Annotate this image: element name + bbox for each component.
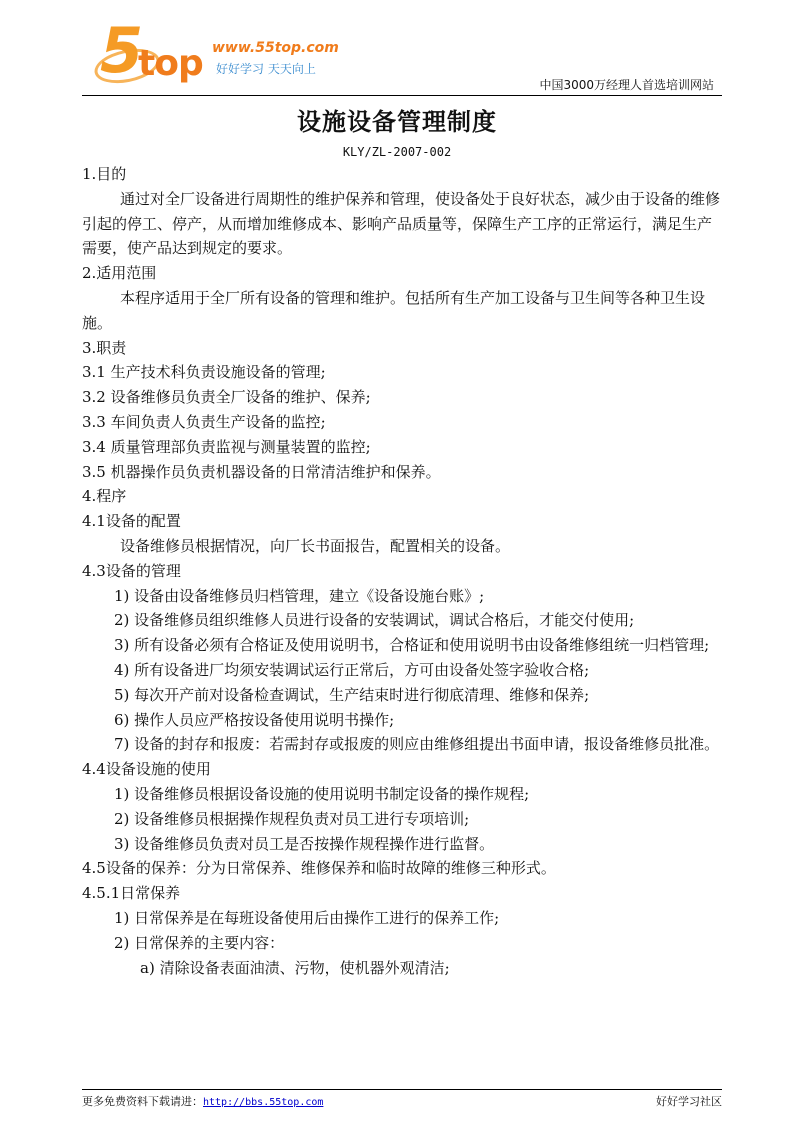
list-item: 3.4 质量管理部负责监视与测量装置的监控; [82,437,371,456]
list-item: 2) 设备维修员组织维修人员进行设备的安装调试，调试合格后，才能交付使用; [114,611,635,630]
subsection-heading-usage: 4.4设备设施的使用 [82,760,211,779]
list-item: 3.1 生产技术科负责设施设备的管理; [82,363,326,382]
section-heading-scope: 2.适用范围 [82,264,157,283]
logo-url[interactable]: www.55top.com [212,40,339,56]
footer-download-note [82,1093,323,1109]
section-heading-procedure: 4.程序 [82,487,127,506]
list-item: a) 清除设备表面油渍、污物，使机器外观清洁; [140,958,450,977]
subsection-heading-configuration: 4.1设备的配置 [82,512,181,531]
list-item: 1) 日常保养是在每班设备使用后由操作工进行的保养工作; [114,908,500,927]
list-item: 6) 操作人员应严格按设备使用说明书操作; [114,710,395,729]
logo-slogan: 好好学习 天天向上 [216,62,316,76]
page-footer [82,1093,722,1109]
footer-divider [82,1089,722,1090]
list-item: 1) 设备维修员根据设备设施的使用说明书制定设备的操作规程; [114,784,530,803]
section-heading-purpose: 1.目的 [82,165,127,183]
page-header [0,0,794,100]
section-heading-responsibilities: 3.职责 [82,338,127,357]
subsection-heading-maintenance: 4.5设备的保养：分为日常保养、维修保养和临时故障的维修三种形式。 [82,859,556,878]
list-item: 2) 日常保养的主要内容： [114,933,285,952]
logo-number: 5 [100,14,144,87]
subsection-body-configuration: 设备维修员根据情况，向厂长书面报告，配置相关的设备。 [120,536,511,555]
footer-community: 好好学习社区 [656,1095,722,1108]
list-item: 5) 每次开产前对设备检查调试，生产结束时进行彻底清理、维修和保养; [114,685,590,704]
section-body-scope: 本程序适用于全厂所有设备的管理和维护。包括所有生产加工设备与卫生间等各种卫生设施。 [82,288,706,332]
footer-label: 更多免费资料下载请进： [82,1095,203,1108]
section-body-purpose: 通过对全厂设备进行周期性的维护保养和管理，使设备处于良好状态，减少由于设备的维修引起的停工、停产，从而增加维修成本、影响产品质量等，保障生产工序的正常运行，满足生产需要，使产品达到规定的要求。 [82,189,721,258]
list-item: 4) 所有设备进厂均须安装调试运行正常后，方可由设备处签字验收合格; [114,660,590,679]
site-tagline: 中国3000万经理人首选培训网站 [539,78,714,92]
subsection-heading-management: 4.3设备的管理 [82,561,181,580]
site-logo[interactable] [90,14,360,87]
subsection-heading-daily-maintenance: 4.5.1日常保养 [82,884,181,903]
list-item: 1) 设备由设备维修员归档管理，建立《设备设施台账》; [114,586,485,605]
list-item: 2) 设备维修员根据操作规程负责对员工进行专项培训; [114,809,470,828]
list-item: 7) 设备的封存和报废：若需封存或报废的则应由维修组提出书面申请，报设备维修员批准。 [114,735,720,754]
logo-word: top [138,43,203,84]
list-item: 3.5 机器操作员负责机器设备的日常清洁维护和保养。 [82,462,441,481]
document-number: KLY/ZL-2007-002 [342,145,452,159]
list-item: 3.3 车间负责人负责生产设备的监控; [82,412,326,431]
list-item: 3) 所有设备必须有合格证及使用说明书，合格证和使用说明书由设备维修组统一归档管理; [114,636,710,655]
list-item: 3.2 设备维修员负责全厂设备的维护、保养; [82,388,371,407]
document-body [82,162,722,980]
list-item: 3) 设备维修员负责对员工是否按操作规程操作进行监督。 [114,834,495,853]
footer-link[interactable]: http://bbs.55top.com [203,1097,324,1108]
document-title: 设施设备管理制度 [297,108,497,136]
header-divider [82,95,722,96]
